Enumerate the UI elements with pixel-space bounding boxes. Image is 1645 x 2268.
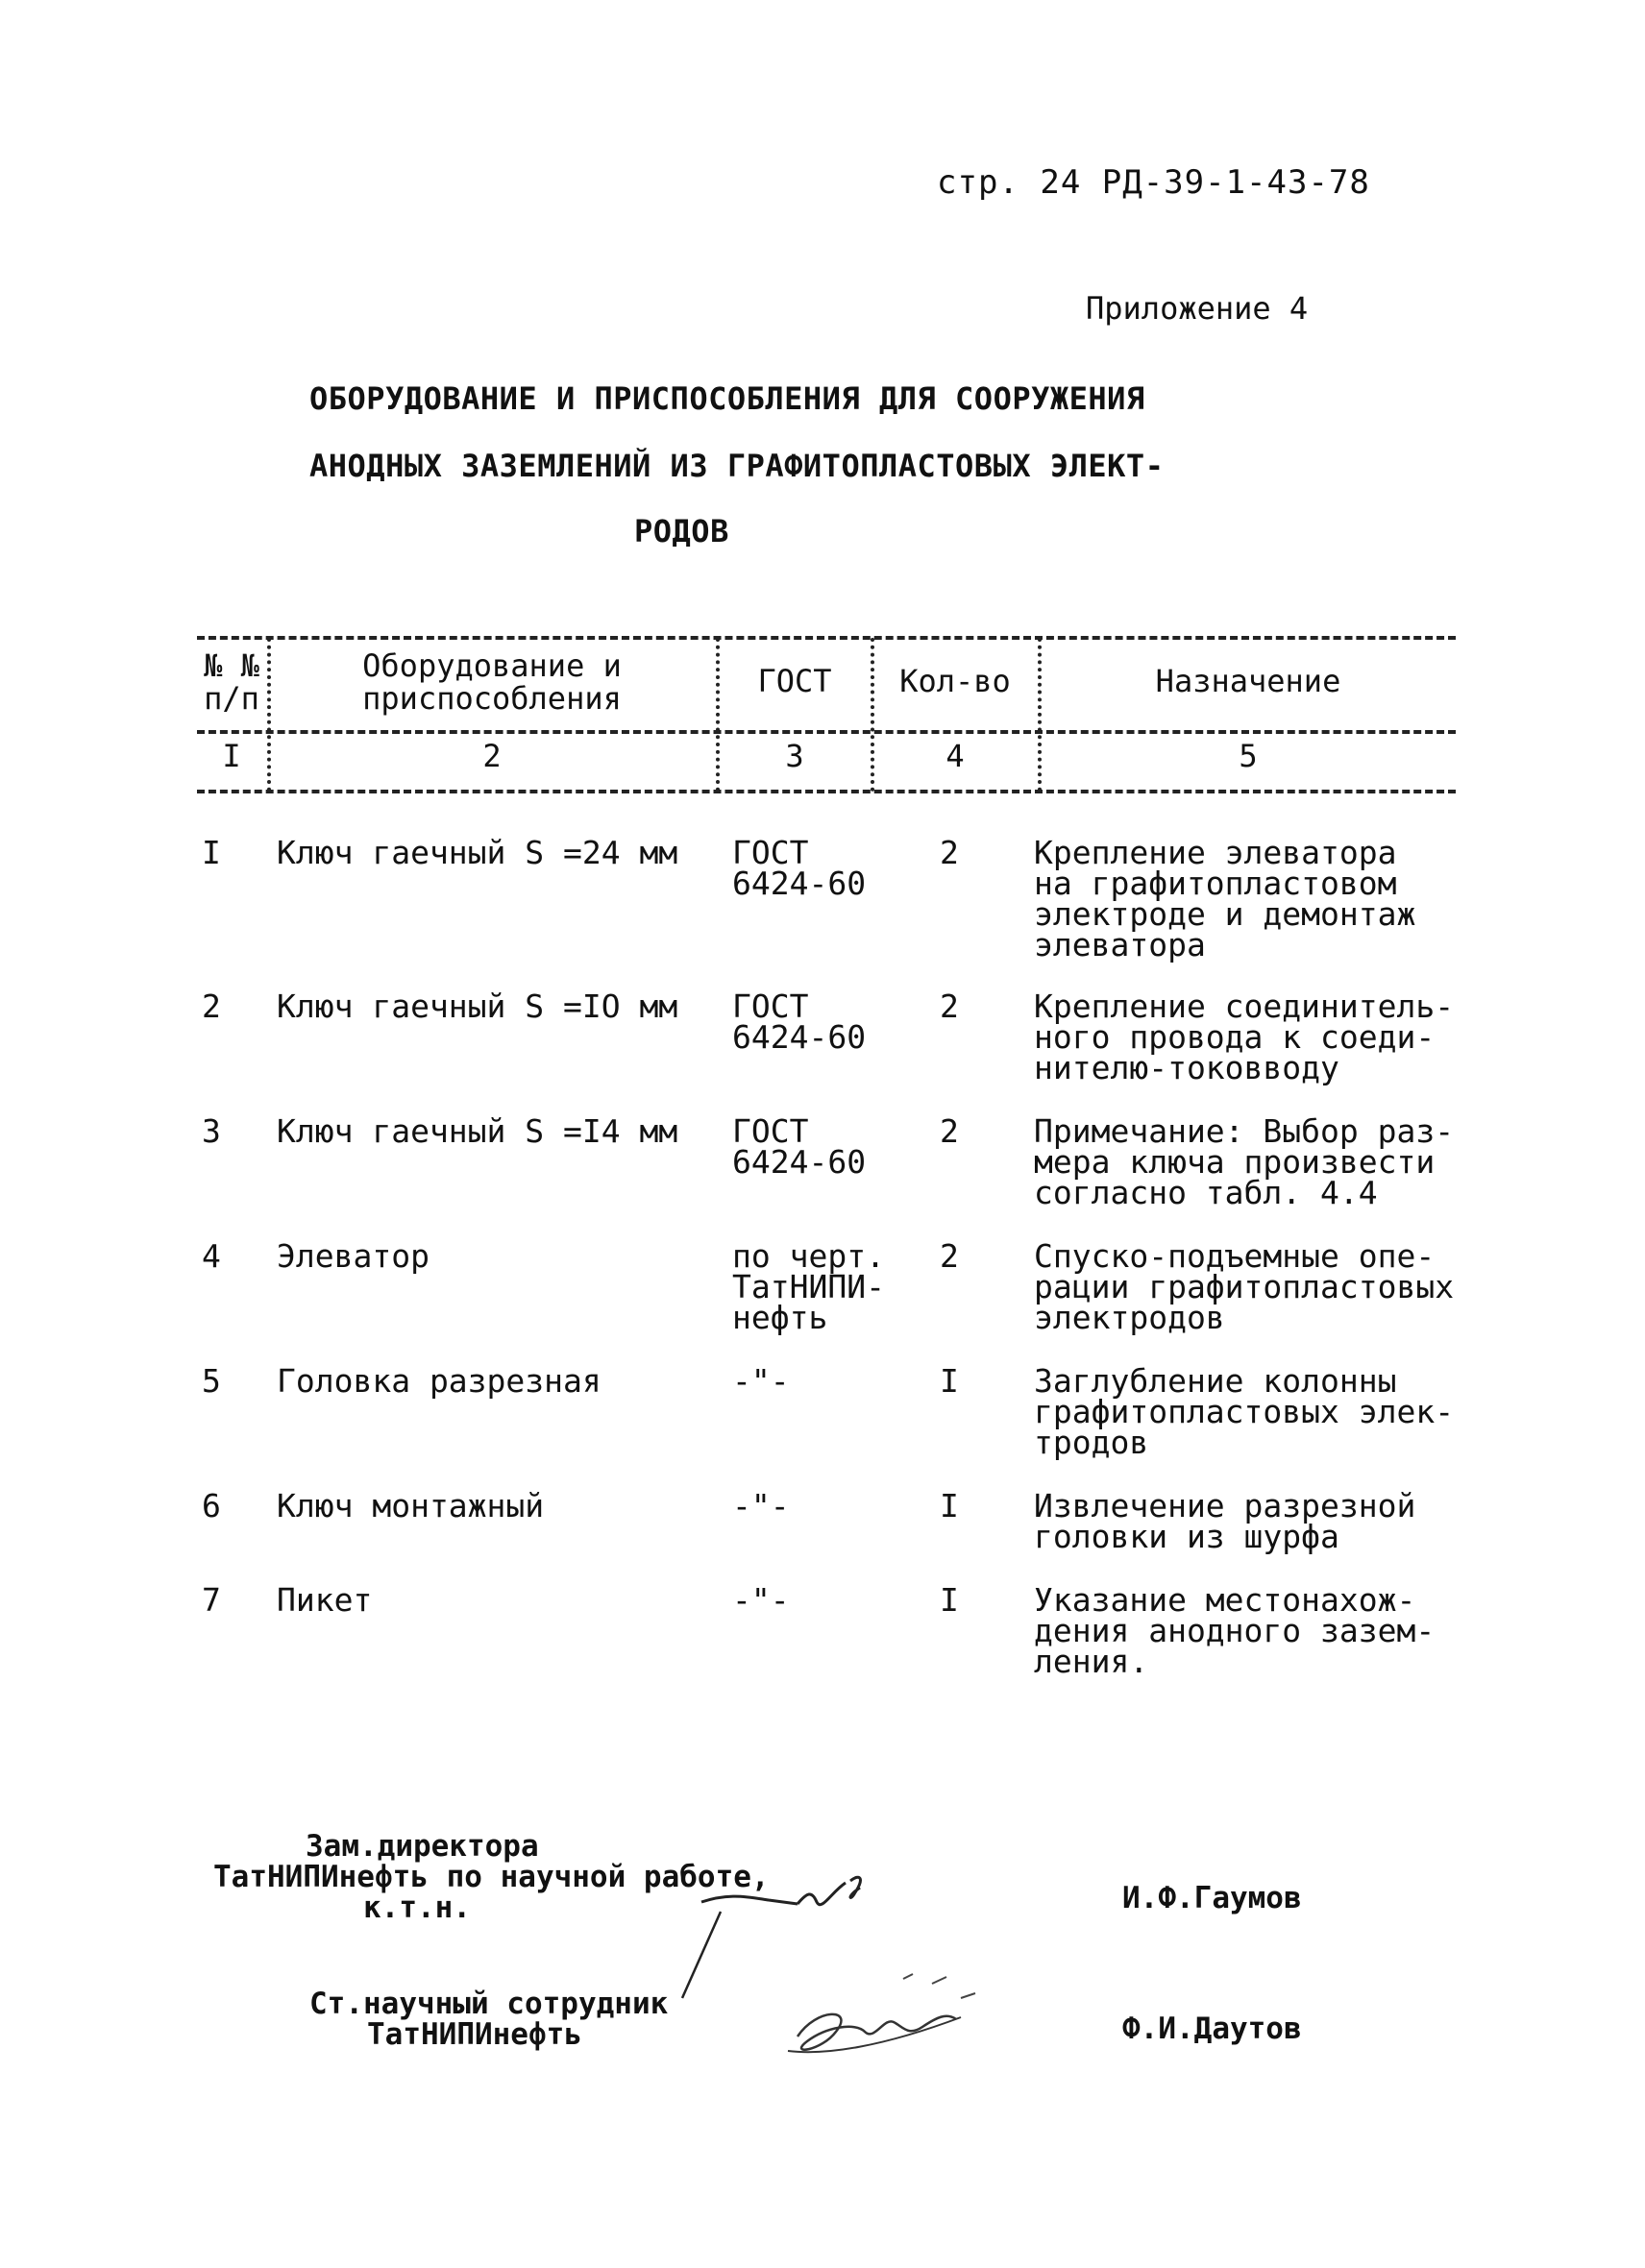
row-purpose-line: ления. — [1034, 1643, 1149, 1680]
row-purpose-line: элеватора — [1034, 926, 1206, 963]
row-gost — [732, 1487, 790, 1524]
row-gost-line: ГОСТ — [732, 1112, 809, 1150]
table-colnum-rule — [197, 790, 1456, 793]
row-num: 5 — [202, 1362, 221, 1400]
row-purpose-line: согласно табл. 4.4 — [1034, 1174, 1378, 1211]
row-num: 2 — [202, 988, 221, 1025]
row-purpose — [1034, 834, 1416, 963]
signature-2-handwriting — [769, 1950, 1019, 2075]
row-equipment: Ключ гаечный S =24 мм — [277, 834, 678, 871]
header-equipment — [271, 649, 713, 715]
row-gost-line: по черт. — [732, 1237, 885, 1275]
row-gost-line: 6424-60 — [732, 865, 867, 902]
row-gost — [732, 1112, 867, 1181]
row-num: 6 — [202, 1487, 221, 1524]
row-gost — [732, 1581, 790, 1619]
colnum-2: 2 — [482, 738, 502, 774]
appendix-label: Приложение 4 — [1086, 290, 1309, 327]
row-qty: 2 — [940, 1237, 959, 1275]
row-equipment: Ключ монтажный — [277, 1487, 545, 1524]
row-equipment: Элеватор — [277, 1237, 430, 1275]
row-gost — [732, 1362, 790, 1400]
row-purpose-line: Спуско-подъемные опе- — [1034, 1237, 1436, 1275]
title-line-3: РОДОВ — [634, 513, 729, 549]
row-equipment: Ключ гаечный S =I4 мм — [277, 1112, 678, 1150]
table-top-rule — [197, 636, 1456, 640]
row-purpose-line: тродов — [1034, 1424, 1149, 1461]
row-gost-line: -"- — [732, 1581, 790, 1619]
row-gost-line: 6424-60 — [732, 1018, 867, 1056]
signer-2-title-line: ТатНИПИнефть — [367, 2017, 582, 2052]
row-num: 3 — [202, 1112, 221, 1150]
row-qty: I — [940, 1581, 959, 1619]
row-purpose-line: Указание местонахож- — [1034, 1581, 1416, 1619]
row-purpose-line: Заглубление колонны — [1034, 1362, 1397, 1400]
header-equipment-line-2: приспособления — [362, 680, 622, 717]
row-purpose — [1034, 1362, 1455, 1461]
row-purpose-line: Извлечение разрезной — [1034, 1487, 1416, 1524]
signer-1-name: И.Ф.Гаумов — [1122, 1881, 1302, 1915]
row-gost-line: 6424-60 — [732, 1143, 867, 1181]
signer-1-title-line: Зам.директора — [306, 1829, 539, 1864]
row-qty: 2 — [940, 834, 959, 871]
row-purpose-line: Крепление элеватора — [1034, 834, 1397, 871]
row-gost-line: ТатНИПИ- — [732, 1268, 885, 1305]
colnum-5: 5 — [1239, 738, 1258, 774]
row-purpose-line: дения анодного зазем- — [1034, 1612, 1436, 1649]
row-purpose-line: нителю-токовводу — [1034, 1049, 1339, 1086]
row-gost — [732, 988, 867, 1056]
header-purpose: Назначение — [1155, 663, 1341, 699]
title-line-2: АНОДНЫХ ЗАЗЕМЛЕНИЙ ИЗ ГРАФИТОПЛАСТОВЫХ ЭЛЕКТ- — [309, 448, 1165, 484]
row-gost-line: -"- — [732, 1487, 790, 1524]
row-purpose — [1034, 988, 1455, 1086]
signer-2-title-line: Ст.научный сотрудник — [309, 1987, 669, 2021]
row-num: I — [202, 834, 221, 871]
row-purpose-line: электродов — [1034, 1299, 1225, 1336]
col-divider-2 — [716, 638, 720, 792]
row-equipment: Головка разрезная — [277, 1362, 602, 1400]
row-gost-line: ГОСТ — [732, 988, 809, 1025]
header-equipment-line-1: Оборудование и — [362, 647, 622, 684]
row-gost-line: -"- — [732, 1362, 790, 1400]
row-gost-line: ГОСТ — [732, 834, 809, 871]
row-purpose-line: Примечание: Выбор раз- — [1034, 1112, 1455, 1150]
row-purpose-line: электроде и демонтаж — [1034, 895, 1416, 933]
row-gost — [732, 834, 867, 902]
row-purpose-line: мера ключа произвести — [1034, 1143, 1436, 1181]
header-gost: ГОСТ — [757, 663, 832, 699]
row-purpose-line: рации графитопластовых — [1034, 1268, 1455, 1305]
signer-1-title-line: к.т.н. — [363, 1890, 471, 1925]
header-num-line-2: п/п — [204, 680, 259, 717]
row-purpose-line: головки из шурфа — [1034, 1518, 1339, 1555]
row-purpose-line: ного провода к соеди- — [1034, 1018, 1436, 1056]
row-purpose-line: на графитопластовом — [1034, 865, 1397, 902]
row-gost-line: нефть — [732, 1299, 828, 1336]
row-purpose — [1034, 1112, 1455, 1211]
row-equipment: Ключ гаечный S =IO мм — [277, 988, 678, 1025]
row-purpose-line: Крепление соединитель- — [1034, 988, 1455, 1025]
title-line-1: ОБОРУДОВАНИЕ И ПРИСПОСОБЛЕНИЯ ДЛЯ СООРУЖЕНИЯ — [309, 380, 1145, 417]
row-qty: 2 — [940, 1112, 959, 1150]
colnum-1: I — [222, 738, 241, 774]
row-qty: 2 — [940, 988, 959, 1025]
table-header-rule — [197, 730, 1456, 734]
row-purpose — [1034, 1581, 1436, 1680]
colnum-4: 4 — [945, 738, 965, 774]
row-equipment: Пикет — [277, 1581, 373, 1619]
header-num — [198, 649, 265, 715]
row-purpose — [1034, 1487, 1416, 1555]
header-qty: Кол-во — [899, 663, 1011, 699]
row-num: 4 — [202, 1237, 221, 1275]
row-purpose-line: графитопластовых элек- — [1034, 1393, 1455, 1430]
row-purpose — [1034, 1237, 1455, 1336]
signer-2-name: Ф.И.Даутов — [1122, 2012, 1302, 2046]
signer-1-title-line: ТатНИПИнефть по научной работе, — [213, 1860, 770, 1894]
row-qty: I — [940, 1487, 959, 1524]
page-header: стр. 24 РД-39-1-43-78 — [937, 163, 1370, 202]
row-qty: I — [940, 1362, 959, 1400]
colnum-3: 3 — [785, 738, 804, 774]
row-gost — [732, 1237, 885, 1336]
header-num-line-1: № № — [204, 647, 259, 684]
row-num: 7 — [202, 1581, 221, 1619]
